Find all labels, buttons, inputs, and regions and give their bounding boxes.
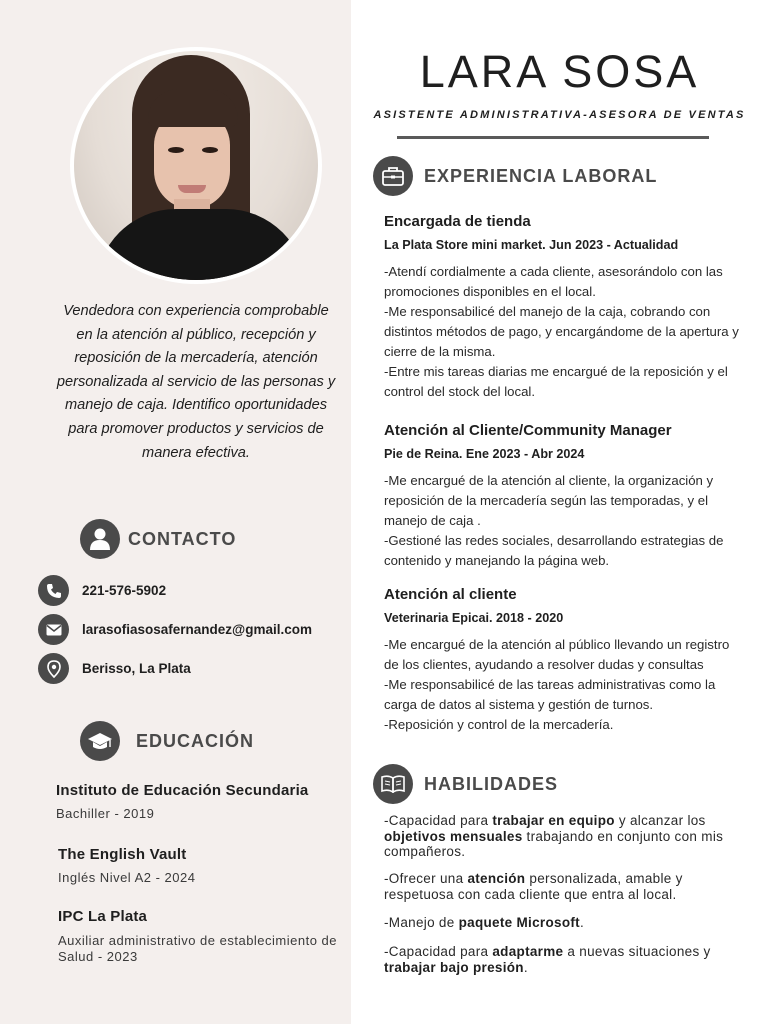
contact-title: CONTACTO [128,528,237,549]
education-item-detail: Auxiliar administrativo de establecimiento de Salud - 2023 [58,933,338,964]
education-title: EDUCACIÓN [136,730,255,751]
contact-heading [80,519,236,559]
education-item-title: The English Vault [58,846,187,863]
experience-heading [373,156,657,196]
education-heading [80,721,254,761]
book-icon [373,764,413,804]
phone-icon [38,575,69,606]
job-bullet: -Entre mis tareas diarias me encargué de la reposición y el control del stock del local. [384,364,728,399]
job-entry [384,422,739,571]
job-bullet: -Gestioné las redes sociales, desarrollando estrategias de contenido y manejando la página web. [384,533,724,568]
skill-item: -Ofrecer una atención personalizada, amable y respetuosa con cada cliente que entra al local. [384,871,683,902]
phone-number: 221-576-5902 [82,583,167,598]
header-divider [397,136,709,139]
job-bullet: -Me responsabilicé de las tareas administrativas como la carga de datos al sistema y gestión de turnos. [384,677,716,712]
contact-location [38,653,191,684]
location-text: Berisso, La Plata [82,661,191,676]
contact-email[interactable] [38,614,312,645]
profile-summary: Vendedora con experiencia comprobable en la atención al público, recepción y reposición de la mercadería, atención personalizada al servicio de las personas y manejo de caja. Identifico oportunidades para promover productos y servicios de manera efectiva. [56,303,336,461]
education-item-detail: Inglés Nivel A2 - 2024 [58,870,196,885]
education-item [56,782,346,822]
job-description [384,635,739,735]
skill-item: -Capacidad para adaptarme a nuevas situaciones y trabajar bajo presión. [384,944,711,975]
skill-item: -Capacidad para trabajar en equipo y alcanzar los objetivos mensuales trabajando en conjunto con mis compañeros. [384,813,724,859]
mail-icon [38,614,69,645]
job-bullet: -Atendí cordialmente a cada cliente, asesorándolo con las promociones disponibles en el local. [384,264,723,299]
skills-title: HABILIDADES [424,773,559,794]
job-title: Atención al cliente [384,586,517,603]
skills-heading [373,764,558,804]
email-address: larasofiasosafernandez@gmail.com [82,622,312,637]
job-employer-dates: Pie de Reina. Ene 2023 - Abr 2024 [384,447,585,461]
contact-phone[interactable] [38,575,166,606]
job-bullet: -Reposición y control de la mercadería. [384,717,614,732]
job-employer-dates: La Plata Store mini market. Jun 2023 - Actualidad [384,238,679,252]
briefcase-icon [373,156,413,196]
candidate-role: ASISTENTE ADMINISTRATIVA-ASESORA DE VENTAS [373,109,746,121]
education-item [58,908,348,964]
job-title: Encargada de tienda [384,213,531,230]
user-icon [80,519,120,559]
education-item-title: IPC La Plata [58,908,148,925]
job-entry [384,586,739,735]
profile-photo [70,47,322,284]
education-item [58,846,348,886]
experience-title: EXPERIENCIA LABORAL [424,165,658,186]
job-title: Atención al Cliente/Community Manager [384,422,672,439]
skill-item: -Manejo de paquete Microsoft. [384,915,585,930]
education-item-title: Instituto de Educación Secundaria [56,782,309,799]
candidate-name: LARA SOSA [419,46,700,97]
graduation-cap-icon [80,721,120,761]
location-icon [38,653,69,684]
job-bullet: -Me encargué de la atención al cliente, la organización y reposición de la mercadería según las temporadas, y el manejo de caja . [384,473,714,528]
job-bullet: -Me responsabilicé del manejo de la caja, cobrando con distintos métodos de pago, y encargándome de la apertura y cierre de la misma. [384,304,739,359]
job-employer-dates: Veterinaria Epicai. 2018 - 2020 [384,611,564,625]
education-item-detail: Bachiller - 2019 [56,806,155,821]
job-description [384,471,739,571]
job-entry [384,213,739,402]
job-bullet: -Me encargué de la atención al público llevando un registro de los clientes, ayudando a resolver dudas y consultas [384,637,730,672]
job-description [384,262,739,402]
